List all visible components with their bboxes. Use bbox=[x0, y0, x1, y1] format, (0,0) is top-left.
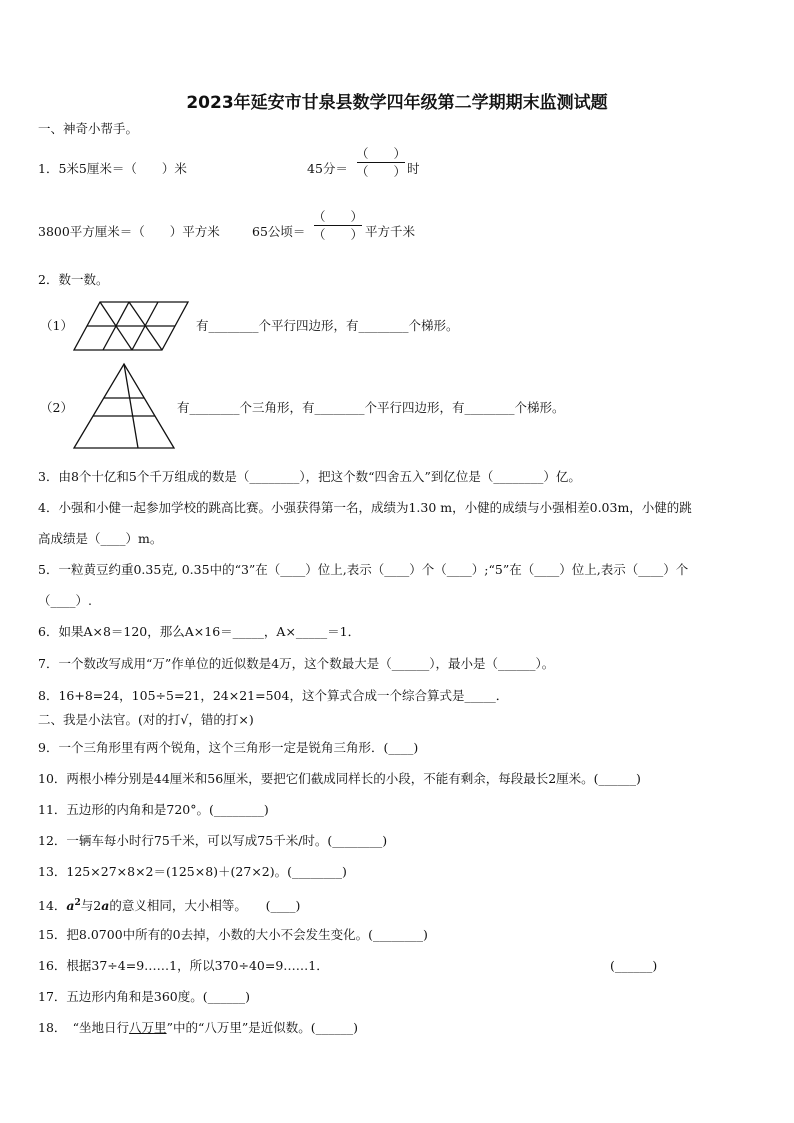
q14-middle: 与2 bbox=[80, 898, 102, 914]
fraction-bar bbox=[314, 225, 362, 226]
q2-part1-number: （1） bbox=[40, 318, 73, 333]
q16-answer-blank: (______) bbox=[610, 958, 658, 973]
q1-item-b-suffix: 时 bbox=[407, 161, 420, 176]
page-title: 2023年延安市甘泉县数学四年级第二学期期末监测试题 bbox=[186, 93, 608, 113]
q14-number: 14． bbox=[38, 898, 67, 914]
q18-suffix: ”中的“八万里”是近似数。(______) bbox=[166, 1020, 358, 1035]
q18-underlined-phrase: 八万里 bbox=[129, 1020, 167, 1035]
section-2-heading: 二、我是小法官。(对的打√，错的打×) bbox=[38, 712, 254, 727]
section-1-heading: 一、神奇小帮手。 bbox=[38, 121, 139, 136]
q11: 11．五边形的内角和是720°。(________) bbox=[38, 802, 269, 817]
q14-variable-a-2: a bbox=[101, 898, 110, 914]
q1-item-a: 1．5米5厘米＝（ ）米 bbox=[38, 161, 187, 176]
q14-variable-a: a bbox=[66, 898, 75, 914]
q4-line-2: 高成绩是（____）m。 bbox=[38, 531, 163, 546]
q8: 8．16+8=24，105÷5=21，24×21=504，这个算式合成一个综合算式是_____． bbox=[38, 688, 509, 703]
parallelogram-figure bbox=[70, 300, 200, 355]
q10: 10．两根小棒分别是44厘米和56厘米，要把它们截成同样长的小段，不能有剩余，每段最长2厘米。(______) bbox=[38, 771, 641, 786]
q2-label: 2．数一数。 bbox=[38, 272, 109, 287]
q3: 3．由8个十亿和5个千万组成的数是（________），把这个数“四舍五入”到亿位是（________）亿。 bbox=[38, 469, 581, 484]
q1-d-numerator: （ ） bbox=[313, 209, 364, 224]
q1-item-d-prefix: 65公顷＝ bbox=[252, 224, 306, 239]
q17: 17．五边形内角和是360度。(______) bbox=[38, 989, 251, 1004]
q1-item-d-fraction bbox=[313, 209, 363, 242]
q1-item-b-prefix: 45分＝ bbox=[307, 161, 348, 176]
q14 bbox=[38, 895, 300, 914]
q2-part2-text: 有________个三角形，有________个平行四边形，有________个梯形。 bbox=[177, 400, 565, 415]
q9: 9．一个三角形里有两个锐角，这个三角形一定是锐角三角形．(____) bbox=[38, 740, 419, 755]
q6: 6．如果A×8＝120，那么A×16＝_____，A×_____＝1． bbox=[38, 624, 361, 639]
q2-part2-number: （2） bbox=[40, 400, 73, 415]
q1-item-d-suffix: 平方千米 bbox=[365, 224, 416, 239]
q16: 16．根据37÷4=9……1，所以370÷40=9……1． bbox=[38, 958, 329, 973]
triangle-outline bbox=[74, 364, 174, 448]
q1-b-denominator: （ ） bbox=[356, 164, 407, 179]
q4-line-1: 4．小强和小健一起参加学校的跳高比赛。小强获得第一名，成绩为1.30 m，小健的成绩与小强相差0.03m，小健的跳 bbox=[38, 500, 692, 515]
triangle-figure bbox=[72, 362, 176, 450]
q2-part1-text: 有________个平行四边形，有________个梯形。 bbox=[196, 318, 459, 333]
q18 bbox=[38, 1020, 358, 1036]
q14-exponent: 2 bbox=[74, 898, 81, 908]
q1-item-b-fraction bbox=[356, 146, 406, 179]
q1-d-denominator: （ ） bbox=[313, 227, 364, 242]
q1-b-numerator: （ ） bbox=[356, 146, 407, 161]
q13: 13．125×27×8×2＝(125×8)＋(27×2)。(________) bbox=[38, 864, 347, 879]
q5-line-2: （____）. bbox=[38, 593, 92, 608]
q18-prefix: 18． “坐地日行 bbox=[38, 1020, 130, 1035]
q14-rest: 的意义相同，大小相等。 (____) bbox=[109, 898, 301, 914]
q1-item-c: 3800平方厘米＝（ ）平方米 bbox=[38, 224, 220, 239]
q5-line-1: 5．一粒黄豆约重0.35克, 0.35中的“3”在（____）位上,表示（____）个（____）;“5”在（____）位上,表示（____）个 bbox=[38, 562, 689, 577]
q12: 12．一辆车每小时行75千米，可以写成75千米/时。(________) bbox=[38, 833, 388, 848]
q7: 7．一个数改写成用“万”作单位的近似数是4万，这个数最大是（______），最小是（______）。 bbox=[38, 656, 555, 671]
fraction-bar bbox=[357, 162, 405, 163]
q15: 15．把8.0700中所有的0去掉，小数的大小不会发生变化。(________) bbox=[38, 927, 428, 942]
